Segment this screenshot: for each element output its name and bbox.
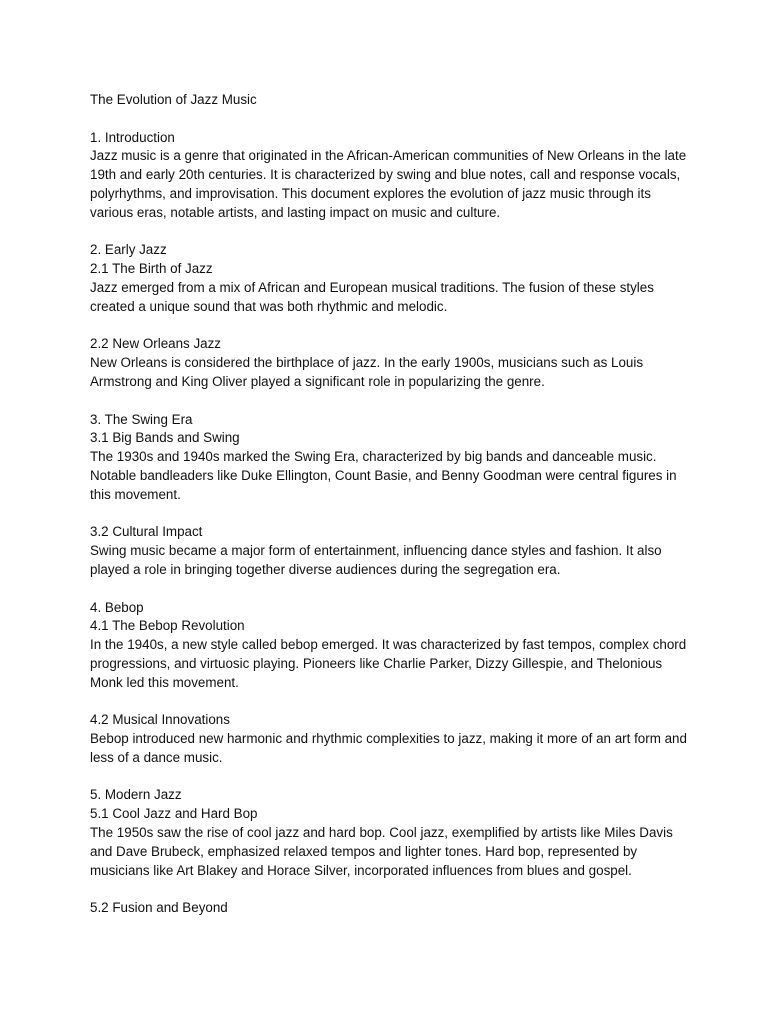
- paragraph-bebop-revolution: In the 1940s, a new style called bebop emerged. It was characterized by fast tempos, complex chord progressions, and virtuosic playing. Pioneers like Charlie Parker, Dizzy Gillespie, and Thelonious Monk led this movement.: [90, 637, 687, 690]
- section-heading-swing-era: 3. The Swing Era: [90, 411, 193, 427]
- subsection-heading-fusion: 5.2 Fusion and Beyond: [90, 900, 228, 916]
- section-swing-era: [90, 411, 690, 505]
- subsection-new-orleans-jazz: [90, 335, 690, 391]
- document-page: [90, 91, 690, 937]
- section-introduction: [90, 129, 690, 223]
- subsection-heading-new-orleans-jazz: 2.2 New Orleans Jazz: [90, 336, 221, 352]
- paragraph-cool-jazz: The 1950s saw the rise of cool jazz and hard bop. Cool jazz, exemplified by artists like Miles Davis and Dave Brubeck, emphasized relaxed tempos and lighter tones. Hard bop, represented by musicians like Art Blakey and Horace Silver, incorporated influences from blues and gospel.: [90, 825, 673, 878]
- subsection-musical-innovations: [90, 711, 690, 767]
- paragraph-new-orleans-jazz: New Orleans is considered the birthplace of jazz. In the early 1900s, musicians such as Louis Armstrong and King Oliver played a significant role in popularizing the genre.: [90, 355, 644, 389]
- document-title: The Evolution of Jazz Music: [90, 92, 257, 107]
- section-heading-introduction: 1. Introduction: [90, 129, 175, 145]
- section-modern-jazz: [90, 786, 690, 880]
- paragraph-musical-innovations: Bebop introduced new harmonic and rhythmic complexities to jazz, making it more of an art form and less of a dance music.: [90, 731, 687, 765]
- subsection-heading-big-bands: 3.1 Big Bands and Swing: [90, 430, 240, 446]
- section-heading-modern-jazz: 5. Modern Jazz: [90, 787, 182, 803]
- subsection-heading-cultural-impact: 3.2 Cultural Impact: [90, 524, 203, 540]
- subsection-heading-bebop-revolution: 4.1 The Bebop Revolution: [90, 618, 245, 634]
- section-bebop: [90, 599, 690, 693]
- paragraph-birth-of-jazz: Jazz emerged from a mix of African and European musical traditions. The fusion of these styles created a unique sound that was both rhythmic and melodic.: [90, 279, 654, 314]
- subsection-cultural-impact: [90, 523, 690, 579]
- paragraph-introduction: Jazz music is a genre that originated in the African-American communities of New Orleans in the late 19th and early 20th centuries. It is characterized by swing and blue notes, call and response vocals, polyrhythms, and improvisation. This document explores the evolution of jazz music through its various eras, notable artists, and lasting impact on music and culture.: [90, 148, 687, 220]
- section-heading-early-jazz: 2. Early Jazz: [90, 242, 167, 258]
- subsection-fusion: [90, 899, 690, 918]
- subsection-heading-cool-jazz: 5.1 Cool Jazz and Hard Bop: [90, 806, 258, 822]
- subsection-heading-musical-innovations: 4.2 Musical Innovations: [90, 712, 230, 728]
- section-heading-bebop: 4. Bebop: [90, 599, 144, 615]
- section-early-jazz: [90, 241, 690, 316]
- paragraph-cultural-impact: Swing music became a major form of entertainment, influencing dance styles and fashion. It also played a role in bringing together diverse audiences during the segregation era.: [90, 543, 662, 577]
- subsection-heading-birth-of-jazz: 2.1 The Birth of Jazz: [90, 261, 213, 277]
- paragraph-big-bands: The 1930s and 1940s marked the Swing Era, characterized by big bands and danceable music. Notable bandleaders like Duke Ellington, Count Basie, and Benny Goodman were central figures in this movement.: [90, 449, 677, 502]
